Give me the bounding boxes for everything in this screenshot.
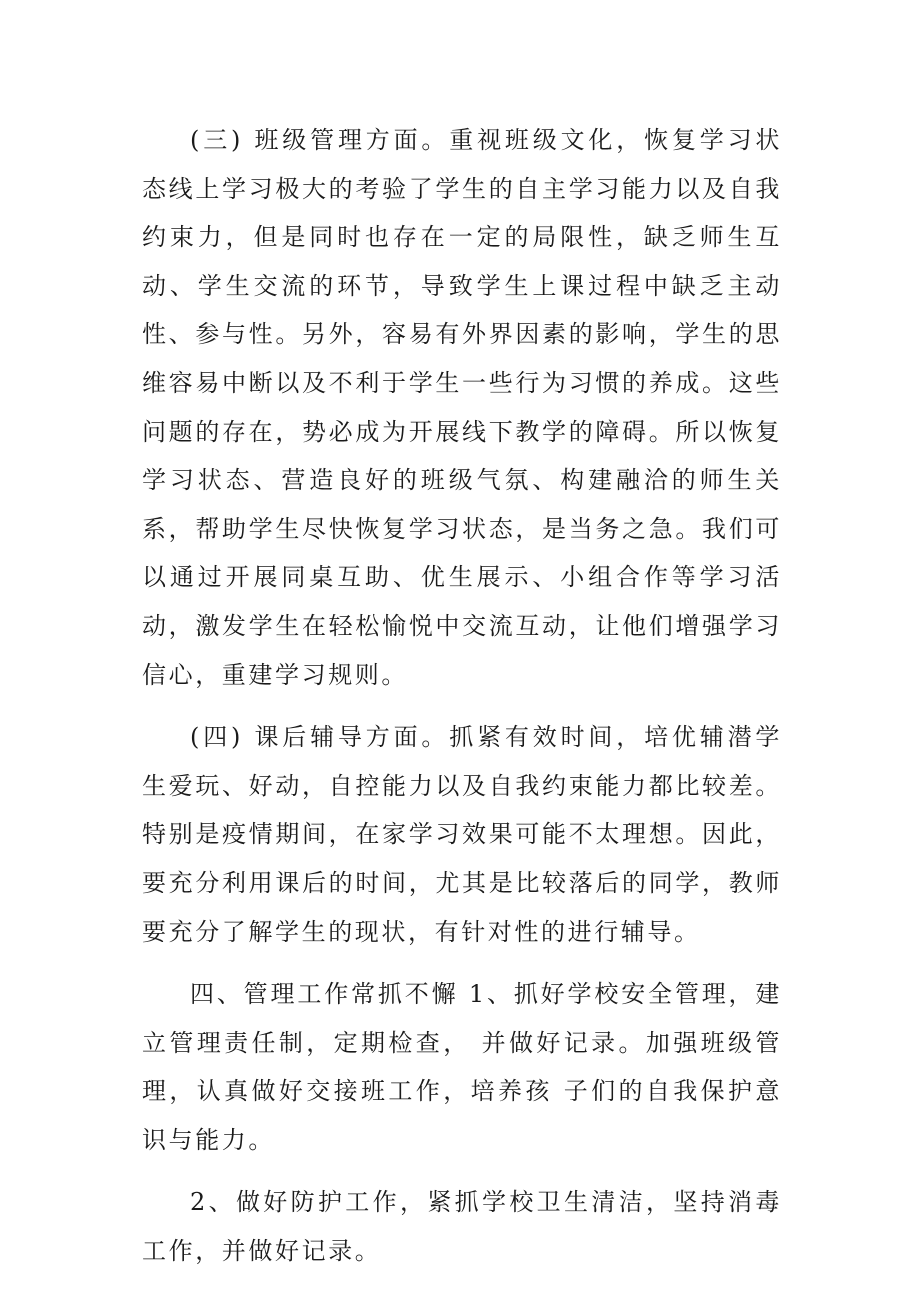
paragraph-management-work: 四、管理工作常抓不懈 1、抓好学校安全管理，建立管理责任制，定期检查， 并做好记录。加强班级管理，认真做好交接班工作，培养孩 子们的自我保护意识与能力。	[142, 980, 782, 1154]
document-body	[142, 116, 782, 1290]
paragraph-after-class-tutoring: (四) 课后辅导方面。抓紧有效时间，培优辅潜学生爱玩、好动，自控能力以及自我约束能力都比较差。特别是疫情期间，在家学习效果可能不太理想。因此，要充分利用课后的时间，尤其是比较落后的同学，教师要充分了解学生的现状，有针对性的进行辅导。	[142, 723, 782, 946]
paragraph-protection-work: 2、做好防护工作，紧抓学校卫生清洁，坚持消毒工作，并做好记录。	[142, 1188, 782, 1266]
paragraph-class-management: (三) 班级管理方面。重视班级文化，恢复学习状态线上学习极大的考验了学生的自主学习能力以及自我约束力，但是同时也存在一定的局限性，缺乏师生互动、学生交流的环节，导致学生上课过程中缺乏主动性、参与性。另外，容易有外界因素的影响，学生的思维容易中断以及不利于学生一些行为习惯的养成。这些问题的存在，势必成为开展线下教学的障碍。所以恢复学习状态、营造良好的班级气氛、构建融洽的师生关系，帮助学生尽快恢复学习状态，是当务之急。我们可以通过开展同桌互助、优生展示、小组合作等学习活动，激发学生在轻松愉悦中交流互动，让他们增强学习信心，重建学习规则。	[142, 126, 782, 689]
